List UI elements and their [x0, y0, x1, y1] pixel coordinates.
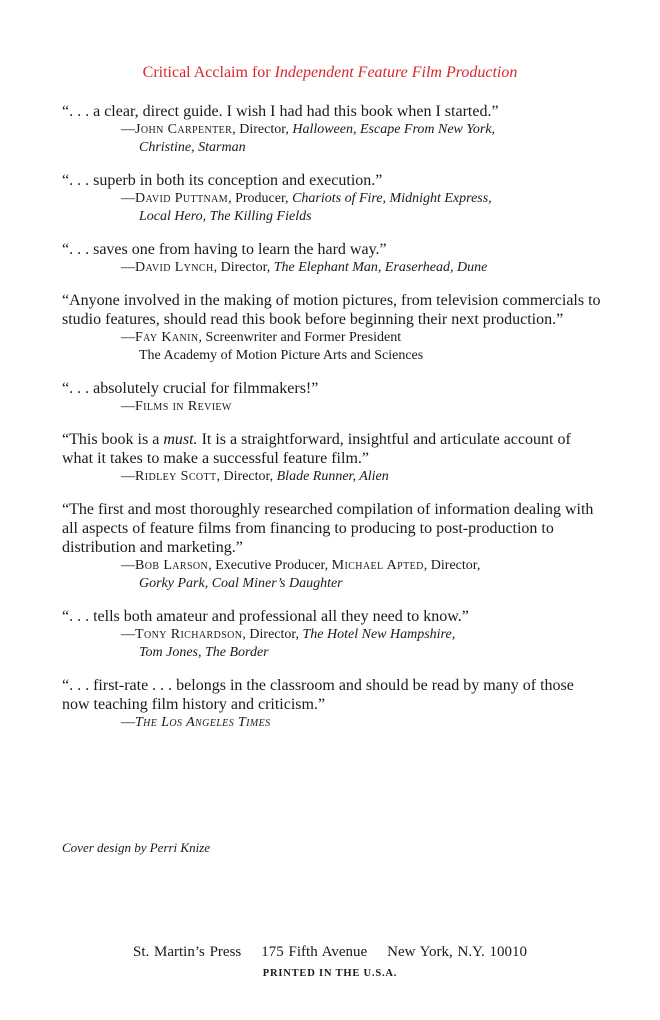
quote-text: “The first and most thoroughly researched compilation of information dealing with all aspects of feature films from financing to producing to post-production to distribution and marketing.”: [62, 501, 594, 556]
cover-credit: Cover design by Perri Knize: [62, 840, 211, 855]
publisher-city: New York, N.Y. 10010: [387, 944, 527, 960]
attribution: —Ridley Scott, Director, Blade Runner, Alien: [121, 469, 389, 484]
quote-kanin: [62, 291, 602, 365]
attribution: —Films in Review: [121, 399, 232, 414]
quote-text: “. . . absolutely crucial for filmmakers!”: [62, 380, 319, 397]
quote-list: [62, 102, 602, 746]
publisher-address: [0, 944, 660, 961]
quote-text: “. . . tells both amateur and professional all they need to know.”: [62, 608, 469, 625]
printed-notice: PRINTED IN THE U.S.A.: [262, 968, 398, 979]
quote-richardson: [62, 607, 602, 662]
quote-text: “. . . superb in both its conception and execution.”: [62, 172, 383, 189]
publisher-street: 175 Fifth Avenue: [261, 944, 368, 960]
publisher-name: St. Martin’s Press: [133, 944, 242, 960]
quote-text: “. . . a clear, direct guide. I wish I had had this book when I started.”: [62, 103, 499, 120]
quote-carpenter: [62, 102, 602, 157]
attribution: —Fay Kanin, Screenwriter and Former President The Academy of Motion Picture Arts and Sciences: [121, 330, 424, 363]
attribution: —David Puttnam, Producer, Chariots of Fire, Midnight Express, Local Hero, The Killing Fields: [121, 191, 492, 224]
quote-la-times: [62, 676, 602, 732]
quote-text: “This book is a must. It is a straightforward, insightful and articulate account of what it takes to make a successful feature film.”: [62, 431, 571, 467]
quote-films-in-review: [62, 379, 602, 416]
quote-text: “Anyone involved in the making of motion pictures, from television commercials to studio features, should read this book before beginning their next production.”: [62, 292, 601, 328]
attribution: —David Lynch, Director, The Elephant Man, Eraserhead, Dune: [121, 260, 488, 275]
quote-text: “. . . first-rate . . . belongs in the classroom and should be read by many of those now teaching film history and criticism.”: [62, 677, 574, 713]
attribution: —John Carpenter, Director, Halloween, Escape From New York, Christine, Starman: [121, 122, 496, 155]
attribution: —The Los Angeles Times: [121, 715, 271, 730]
quote-larson-apted: [62, 500, 602, 593]
quote-puttnam: [62, 171, 602, 226]
attribution: —Tony Richardson, Director, The Hotel New Hampshire, Tom Jones, The Border: [121, 627, 456, 660]
attribution: —Bob Larson, Executive Producer, Michael Apted, Director, Gorky Park, Coal Miner’s Daughter: [121, 558, 481, 591]
quote-scott: [62, 430, 602, 486]
quote-lynch: [62, 240, 602, 277]
quote-text: “. . . saves one from having to learn the hard way.”: [62, 241, 387, 258]
page-title: Critical Acclaim for Independent Feature Film Production: [142, 64, 518, 81]
